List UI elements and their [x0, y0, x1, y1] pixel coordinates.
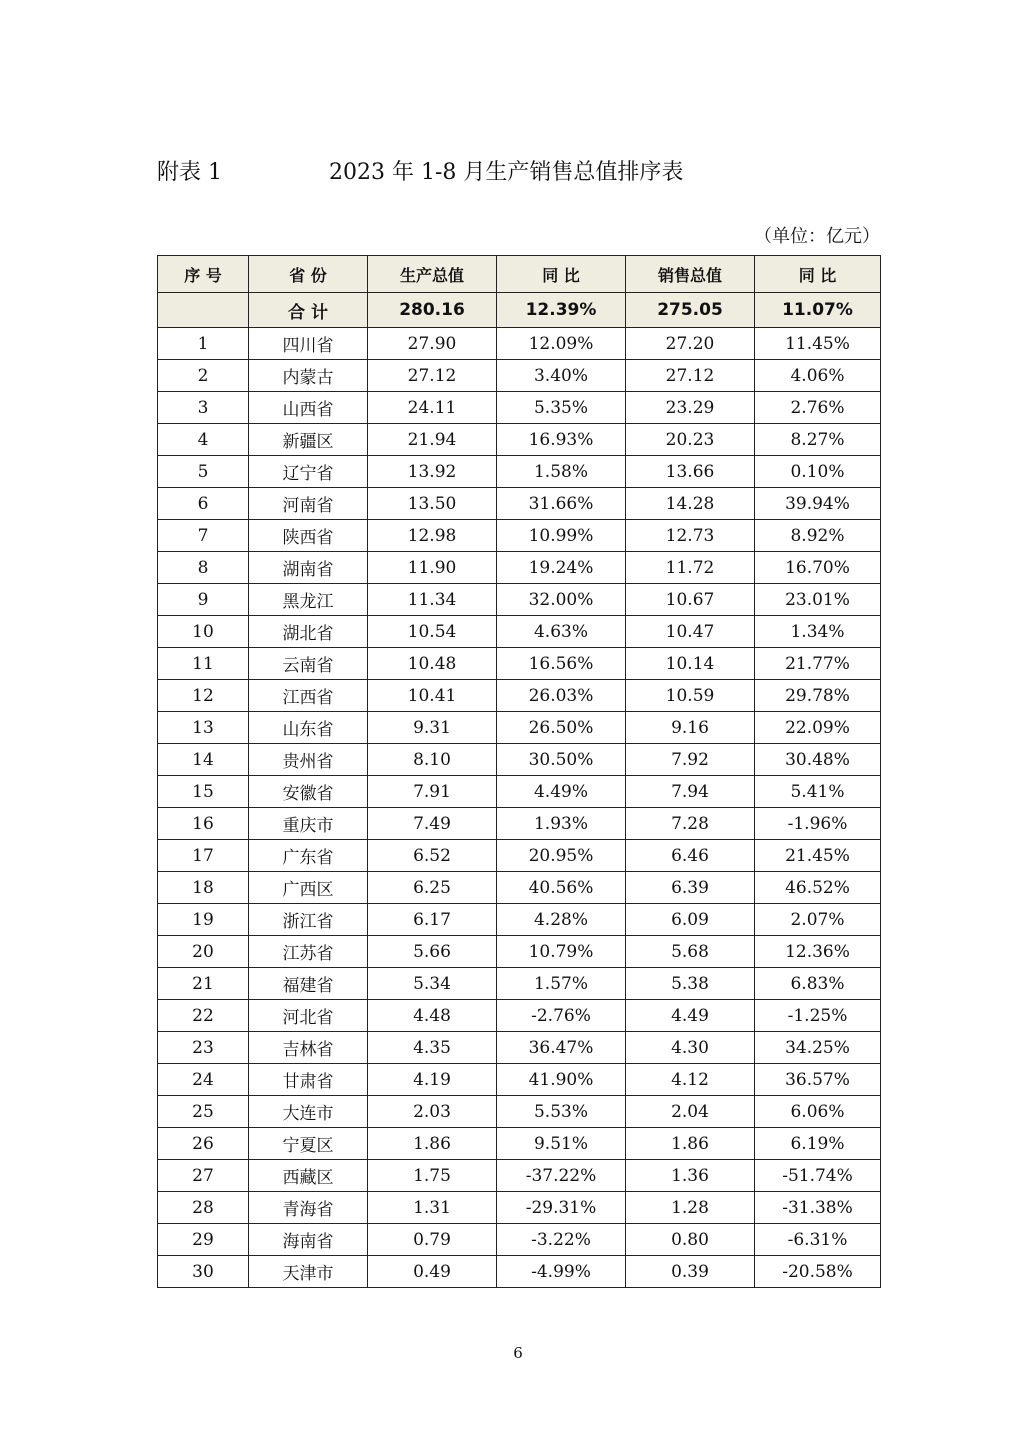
cell-province: 黑龙江 [249, 584, 368, 616]
table-row [158, 776, 881, 808]
cell-production-yoy: 4.49% [497, 776, 626, 808]
cell-rank: 25 [158, 1096, 249, 1128]
cell-province: 浙江省 [249, 904, 368, 936]
table-row [158, 1000, 881, 1032]
cell-production-yoy: -37.22% [497, 1160, 626, 1192]
cell-rank: 4 [158, 424, 249, 456]
cell-rank: 29 [158, 1224, 249, 1256]
cell-production-yoy: -2.76% [497, 1000, 626, 1032]
header-sales: 销售总值 [626, 256, 755, 293]
cell-sales-yoy: 2.07% [755, 904, 881, 936]
cell-production: 12.98 [368, 520, 497, 552]
cell-sales-yoy: 30.48% [755, 744, 881, 776]
table-row [158, 424, 881, 456]
cell-province: 内蒙古 [249, 360, 368, 392]
page-title [157, 156, 880, 190]
cell-province: 江苏省 [249, 936, 368, 968]
cell-sales-yoy: 23.01% [755, 584, 881, 616]
cell-rank: 11 [158, 648, 249, 680]
cell-production-yoy: 31.66% [497, 488, 626, 520]
cell-province: 大连市 [249, 1096, 368, 1128]
table-row [158, 904, 881, 936]
cell-province: 福建省 [249, 968, 368, 1000]
cell-province: 河南省 [249, 488, 368, 520]
header-province: 省 份 [249, 256, 368, 293]
cell-sales: 20.23 [626, 424, 755, 456]
cell-production-yoy: 26.03% [497, 680, 626, 712]
ranking-table [157, 255, 881, 1288]
cell-production: 6.17 [368, 904, 497, 936]
cell-province: 广东省 [249, 840, 368, 872]
total-sales-yoy: 11.07% [755, 293, 881, 328]
cell-province: 湖北省 [249, 616, 368, 648]
cell-sales: 6.46 [626, 840, 755, 872]
cell-province: 辽宁省 [249, 456, 368, 488]
table-row [158, 616, 881, 648]
cell-production-yoy: 5.53% [497, 1096, 626, 1128]
cell-rank: 10 [158, 616, 249, 648]
cell-sales: 1.28 [626, 1192, 755, 1224]
cell-sales-yoy: -1.96% [755, 808, 881, 840]
cell-sales: 7.94 [626, 776, 755, 808]
cell-sales: 10.59 [626, 680, 755, 712]
table-row [158, 1256, 881, 1288]
cell-sales: 10.14 [626, 648, 755, 680]
table-row [158, 744, 881, 776]
cell-province: 山东省 [249, 712, 368, 744]
cell-sales: 4.49 [626, 1000, 755, 1032]
cell-sales-yoy: 29.78% [755, 680, 881, 712]
cell-sales: 14.28 [626, 488, 755, 520]
table-row [158, 520, 881, 552]
cell-production-yoy: -3.22% [497, 1224, 626, 1256]
cell-production-yoy: 30.50% [497, 744, 626, 776]
cell-sales-yoy: 36.57% [755, 1064, 881, 1096]
table-row [158, 968, 881, 1000]
cell-production-yoy: 3.40% [497, 360, 626, 392]
cell-production-yoy: -4.99% [497, 1256, 626, 1288]
table-row [158, 328, 881, 360]
cell-sales-yoy: 46.52% [755, 872, 881, 904]
cell-sales-yoy: -51.74% [755, 1160, 881, 1192]
cell-sales: 7.28 [626, 808, 755, 840]
cell-province: 天津市 [249, 1256, 368, 1288]
cell-production: 1.31 [368, 1192, 497, 1224]
total-label: 合 计 [249, 293, 368, 328]
cell-rank: 5 [158, 456, 249, 488]
cell-production-yoy: 19.24% [497, 552, 626, 584]
cell-rank: 28 [158, 1192, 249, 1224]
cell-production-yoy: 10.99% [497, 520, 626, 552]
cell-province: 青海省 [249, 1192, 368, 1224]
cell-sales: 6.39 [626, 872, 755, 904]
cell-rank: 7 [158, 520, 249, 552]
table-row [158, 1224, 881, 1256]
cell-production: 6.52 [368, 840, 497, 872]
cell-production-yoy: 1.58% [497, 456, 626, 488]
cell-production: 0.79 [368, 1224, 497, 1256]
cell-production: 13.50 [368, 488, 497, 520]
cell-rank: 20 [158, 936, 249, 968]
cell-province: 广西区 [249, 872, 368, 904]
cell-rank: 15 [158, 776, 249, 808]
cell-province: 海南省 [249, 1224, 368, 1256]
cell-rank: 9 [158, 584, 249, 616]
cell-sales-yoy: -1.25% [755, 1000, 881, 1032]
cell-production-yoy: 5.35% [497, 392, 626, 424]
total-production-yoy: 12.39% [497, 293, 626, 328]
cell-sales-yoy: 8.92% [755, 520, 881, 552]
cell-sales-yoy: -31.38% [755, 1192, 881, 1224]
cell-production: 4.19 [368, 1064, 497, 1096]
cell-province: 云南省 [249, 648, 368, 680]
cell-production: 27.90 [368, 328, 497, 360]
table-body [158, 293, 881, 1288]
cell-production: 7.91 [368, 776, 497, 808]
cell-province: 新疆区 [249, 424, 368, 456]
table-row [158, 1192, 881, 1224]
cell-rank: 1 [158, 328, 249, 360]
header-rank: 序 号 [158, 256, 249, 293]
cell-production-yoy: 10.79% [497, 936, 626, 968]
table-row [158, 1064, 881, 1096]
table-row [158, 1032, 881, 1064]
cell-rank: 6 [158, 488, 249, 520]
cell-rank: 23 [158, 1032, 249, 1064]
table-row [158, 360, 881, 392]
cell-rank: 2 [158, 360, 249, 392]
cell-sales: 10.47 [626, 616, 755, 648]
cell-rank: 12 [158, 680, 249, 712]
cell-production: 5.34 [368, 968, 497, 1000]
cell-province: 四川省 [249, 328, 368, 360]
cell-province: 甘肃省 [249, 1064, 368, 1096]
cell-sales: 9.16 [626, 712, 755, 744]
cell-production-yoy: 1.93% [497, 808, 626, 840]
table-row [158, 1096, 881, 1128]
cell-production-yoy: 1.57% [497, 968, 626, 1000]
cell-sales-yoy: 6.19% [755, 1128, 881, 1160]
cell-production-yoy: 41.90% [497, 1064, 626, 1096]
cell-sales: 11.72 [626, 552, 755, 584]
cell-rank: 27 [158, 1160, 249, 1192]
header-production: 生产总值 [368, 256, 497, 293]
cell-sales-yoy: 21.45% [755, 840, 881, 872]
cell-sales-yoy: 22.09% [755, 712, 881, 744]
cell-production: 24.11 [368, 392, 497, 424]
cell-sales: 4.30 [626, 1032, 755, 1064]
cell-production-yoy: 16.93% [497, 424, 626, 456]
cell-rank: 14 [158, 744, 249, 776]
cell-rank: 24 [158, 1064, 249, 1096]
cell-production: 1.75 [368, 1160, 497, 1192]
table-row [158, 456, 881, 488]
table-row [158, 552, 881, 584]
cell-sales-yoy: 4.06% [755, 360, 881, 392]
table-row [158, 584, 881, 616]
cell-sales: 10.67 [626, 584, 755, 616]
cell-production: 4.48 [368, 1000, 497, 1032]
cell-sales-yoy: -20.58% [755, 1256, 881, 1288]
cell-sales-yoy: 5.41% [755, 776, 881, 808]
cell-province: 贵州省 [249, 744, 368, 776]
cell-sales-yoy: 16.70% [755, 552, 881, 584]
cell-sales: 7.92 [626, 744, 755, 776]
cell-sales: 1.86 [626, 1128, 755, 1160]
cell-production-yoy: 32.00% [497, 584, 626, 616]
cell-rank: 8 [158, 552, 249, 584]
cell-sales-yoy: 8.27% [755, 424, 881, 456]
cell-sales-yoy: 2.76% [755, 392, 881, 424]
cell-sales-yoy: 21.77% [755, 648, 881, 680]
cell-production-yoy: 16.56% [497, 648, 626, 680]
cell-production-yoy: 40.56% [497, 872, 626, 904]
cell-sales: 6.09 [626, 904, 755, 936]
cell-rank: 16 [158, 808, 249, 840]
cell-province: 陕西省 [249, 520, 368, 552]
cell-production-yoy: 4.63% [497, 616, 626, 648]
cell-rank: 13 [158, 712, 249, 744]
cell-sales: 0.39 [626, 1256, 755, 1288]
unit-note: （单位：亿元） [754, 226, 880, 247]
cell-province: 西藏区 [249, 1160, 368, 1192]
table-row [158, 488, 881, 520]
cell-rank: 3 [158, 392, 249, 424]
table-title: 2023 年 1-8 月生产销售总值排序表 [329, 160, 684, 185]
cell-rank: 18 [158, 872, 249, 904]
cell-production: 27.12 [368, 360, 497, 392]
cell-sales: 27.12 [626, 360, 755, 392]
cell-production: 0.49 [368, 1256, 497, 1288]
appendix-label: 附表 1 [157, 160, 222, 185]
cell-production: 9.31 [368, 712, 497, 744]
cell-production: 10.54 [368, 616, 497, 648]
cell-production: 21.94 [368, 424, 497, 456]
cell-production: 13.92 [368, 456, 497, 488]
total-sales: 275.05 [626, 293, 755, 328]
header-row [158, 256, 881, 293]
cell-rank: 17 [158, 840, 249, 872]
cell-production: 2.03 [368, 1096, 497, 1128]
cell-production-yoy: 9.51% [497, 1128, 626, 1160]
cell-sales: 4.12 [626, 1064, 755, 1096]
table-row [158, 648, 881, 680]
cell-province: 宁夏区 [249, 1128, 368, 1160]
cell-province: 山西省 [249, 392, 368, 424]
cell-sales: 27.20 [626, 328, 755, 360]
cell-production-yoy: 36.47% [497, 1032, 626, 1064]
cell-sales: 0.80 [626, 1224, 755, 1256]
cell-province: 重庆市 [249, 808, 368, 840]
cell-sales: 2.04 [626, 1096, 755, 1128]
cell-production: 11.34 [368, 584, 497, 616]
cell-production: 4.35 [368, 1032, 497, 1064]
cell-production: 1.86 [368, 1128, 497, 1160]
cell-rank: 26 [158, 1128, 249, 1160]
cell-production: 5.66 [368, 936, 497, 968]
cell-rank: 22 [158, 1000, 249, 1032]
cell-sales-yoy: 12.36% [755, 936, 881, 968]
cell-production: 11.90 [368, 552, 497, 584]
cell-sales: 23.29 [626, 392, 755, 424]
cell-sales-yoy: 1.34% [755, 616, 881, 648]
table-row [158, 680, 881, 712]
header-sales-yoy: 同 比 [755, 256, 881, 293]
table-row [158, 712, 881, 744]
cell-production: 8.10 [368, 744, 497, 776]
cell-production: 10.48 [368, 648, 497, 680]
cell-production-yoy: 20.95% [497, 840, 626, 872]
table-row [158, 392, 881, 424]
cell-sales-yoy: 6.83% [755, 968, 881, 1000]
cell-sales-yoy: 39.94% [755, 488, 881, 520]
cell-sales-yoy: 0.10% [755, 456, 881, 488]
cell-production: 10.41 [368, 680, 497, 712]
table-row [158, 872, 881, 904]
cell-production-yoy: 12.09% [497, 328, 626, 360]
cell-sales: 1.36 [626, 1160, 755, 1192]
cell-sales-yoy: 6.06% [755, 1096, 881, 1128]
cell-sales: 5.38 [626, 968, 755, 1000]
cell-production-yoy: -29.31% [497, 1192, 626, 1224]
cell-production-yoy: 4.28% [497, 904, 626, 936]
cell-sales: 5.68 [626, 936, 755, 968]
cell-sales-yoy: -6.31% [755, 1224, 881, 1256]
cell-production-yoy: 26.50% [497, 712, 626, 744]
table-row [158, 808, 881, 840]
cell-sales: 12.73 [626, 520, 755, 552]
cell-province: 河北省 [249, 1000, 368, 1032]
cell-province: 安徽省 [249, 776, 368, 808]
cell-sales-yoy: 34.25% [755, 1032, 881, 1064]
table-row [158, 936, 881, 968]
table-row [158, 1160, 881, 1192]
table-row [158, 840, 881, 872]
cell-province: 吉林省 [249, 1032, 368, 1064]
header-production-yoy: 同 比 [497, 256, 626, 293]
cell-province: 江西省 [249, 680, 368, 712]
cell-production: 7.49 [368, 808, 497, 840]
cell-rank: 19 [158, 904, 249, 936]
cell-sales-yoy: 11.45% [755, 328, 881, 360]
cell-rank: 30 [158, 1256, 249, 1288]
cell-rank: 21 [158, 968, 249, 1000]
cell-province: 湖南省 [249, 552, 368, 584]
total-row [158, 293, 881, 328]
cell-sales: 13.66 [626, 456, 755, 488]
table-row [158, 1128, 881, 1160]
total-rank [158, 293, 249, 328]
total-production: 280.16 [368, 293, 497, 328]
cell-production: 6.25 [368, 872, 497, 904]
page-number: 6 [513, 1344, 523, 1362]
